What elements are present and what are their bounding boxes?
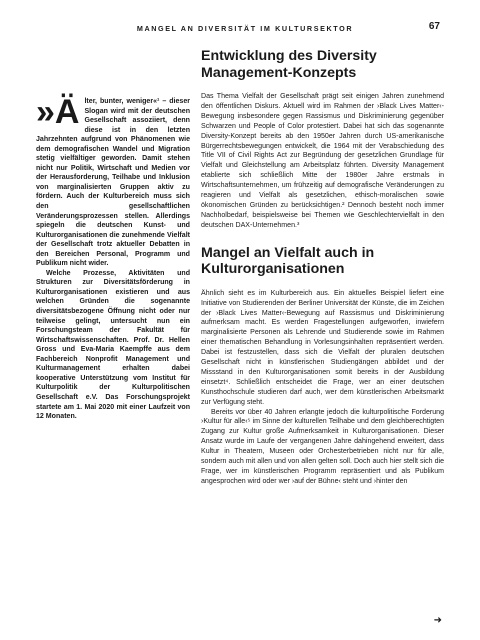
section-spacer	[201, 231, 444, 245]
dropcap: »Ä	[36, 93, 80, 131]
section1-paragraph-1: Das Thema Vielfalt der Gesellschaft prägt seit einigen Jahren zunehmend den öffentlichen Diskurs. Aktuell wird im Rahmen der ›Black Lives Matter‹-Bewegung insbesondere gegen Rassismus und Diskriminierung gegenüber Schwarzen und People of Color protestiert. Dabei hat sich das sogenannte Diversity-Konzept bereits ab den 1950er Jahren durch US-amerikanische Bürgerrechtsbewegungen entwickelt, die 1964 mit der Verabschiedung des Title VII of Civil Rights Act zur Begründung der gesetzlichen Grundlage für Vielfalt und Gleichstellung am Arbeitsplatz führten. Diversity Management etablierte sich schließlich Mitte der 1980er Jahre erstmals in Wirtschaftsunternehmen, um frühzeitig auf demografische Veränderungen zu reagieren und Vielfalt als gesetzlichen, ethisch-moralischen sowie ökonomischen Gründen zu berücksichtigen.² Dennoch besteht noch immer Nachholbedarf, beispielsweise bei Themen wie Geschlechtervielfalt in den deutschen DAX-Unternehmen.³	[201, 93, 444, 229]
section-title-kulturorganisationen: Mangel an Vielfalt auch in Kulturorganisationen	[201, 244, 375, 278]
intro-paragraph-1	[36, 93, 190, 269]
section-title-diversity-management: Entwicklung des Diversity Management-Konzepts	[201, 48, 377, 81]
next-page-arrow-icon: ➜	[433, 615, 442, 626]
intro-paragraph-2: Welche Prozesse, Aktivitäten und Strukturen zur Diversitätsförderung in Kulturorganisationen existieren und aus welchen Gründen die sogenannte diversitätsbezogene Öffnung nicht oder nur teilweise gelingt, untersucht nun ein Forschungsteam der Fakultät für Wirtschaftswissenschaften. Prof. Dr. Hellen Gross und Eva-Maria Kaempffe aus dem Fachbereich Nonprofit Management und Kulturmanagement erhalten dabei kooperative Unterstützung vom Institut für Kulturpolitik der Kulturpolitischen Gesellschaft e.V. Das Forschungsprojekt startete am 1. Mai 2020 mit einer Laufzeit von 12 Monaten.	[36, 269, 190, 421]
intro-paragraph-1-text: lter, bunter, weniger«¹ – dieser Slogan wird mit der deutschen Gesellschaft assoziiert, denn diese ist in den letzten Jahrzehnten aufgrund von Phänomenen wie dem demografischen Wandel und Migration stetig vielfältiger geworden. Damit stehen nicht nur Politik, Wirtschaft und Medien vor der Herausforderung, Teilhabe und Inklusion von marginalisierten Gruppen aktiv zu fördern. Auch der Kulturbereich muss sich den gesellschaftlichen Veränderungsprozessen stellen. Allerdings spiegeln die deutschen Kunst- und Kulturorganisationen die zunehmende Vielfalt der Gesellschaft trotz aktueller Debatten in den Bereichen Personal, Programm und Publikum nicht wider.	[36, 98, 190, 268]
section2-paragraph-1: Ähnlich sieht es im Kulturbereich aus. Ein aktuelles Beispiel liefert eine Initiative von Studierenden der Berliner Universität der Künste, die im Zeichen der ›Black Lives Matter‹-Bewegung auf Rassismus und Diskriminierung aufmerksam macht. Es werden Fragestellungen aufgeworfen, inwiefern marginalisierte Personen als Lehrende und Studierende sowie im Rahmen einer thematischen Behandlung in Vorlesungsinhalten repräsentiert werden. Dabei ist festzustellen, dass sich die Vielfalt der pluralen deutschen Gesellschaft nicht in künstlerischen Studiengängen abbildet und der Missstand in den Kulturorganisationen somit bereits in der Ausbildung einsetzt⁴. Schließlich entscheidet die Frage, wer an einer deutschen Kunsthochschule studieren darf auch, wer dem künstlerischen Arbeitsmarkt zur Verfügung steht.	[201, 289, 444, 406]
running-header: MANGEL AN DIVERSITÄT IM KULTURSEKTOR	[136, 24, 354, 33]
article-column	[201, 48, 444, 487]
section2-paragraph-2: Bereits vor über 40 Jahren erlangte jedoch die kulturpolitische Forderung ›Kultur für alle‹⁵ im Sinne der kulturellen Teilhabe und dem gleichberechtigten Zugang zur Kultur große Aufmerksamkeit in Kulturorganisationen. Dieser Ansatz wurde im Laufe der vergangenen Jahre dahingehend erweitert, dass Kultur in Theatern, Museen oder Orchesterbetrieben nicht nur für alle, sondern auch mit allen und von allen gelten soll. Doch auch hier stellt sich die Frage, wer im künstlerischen Programm repräsentiert und als Publikum angesprochen wird oder wer ›auf der Bühne‹ steht und ›hinter den	[201, 408, 444, 485]
page-number: 67	[428, 21, 440, 32]
intro-column	[36, 93, 190, 422]
